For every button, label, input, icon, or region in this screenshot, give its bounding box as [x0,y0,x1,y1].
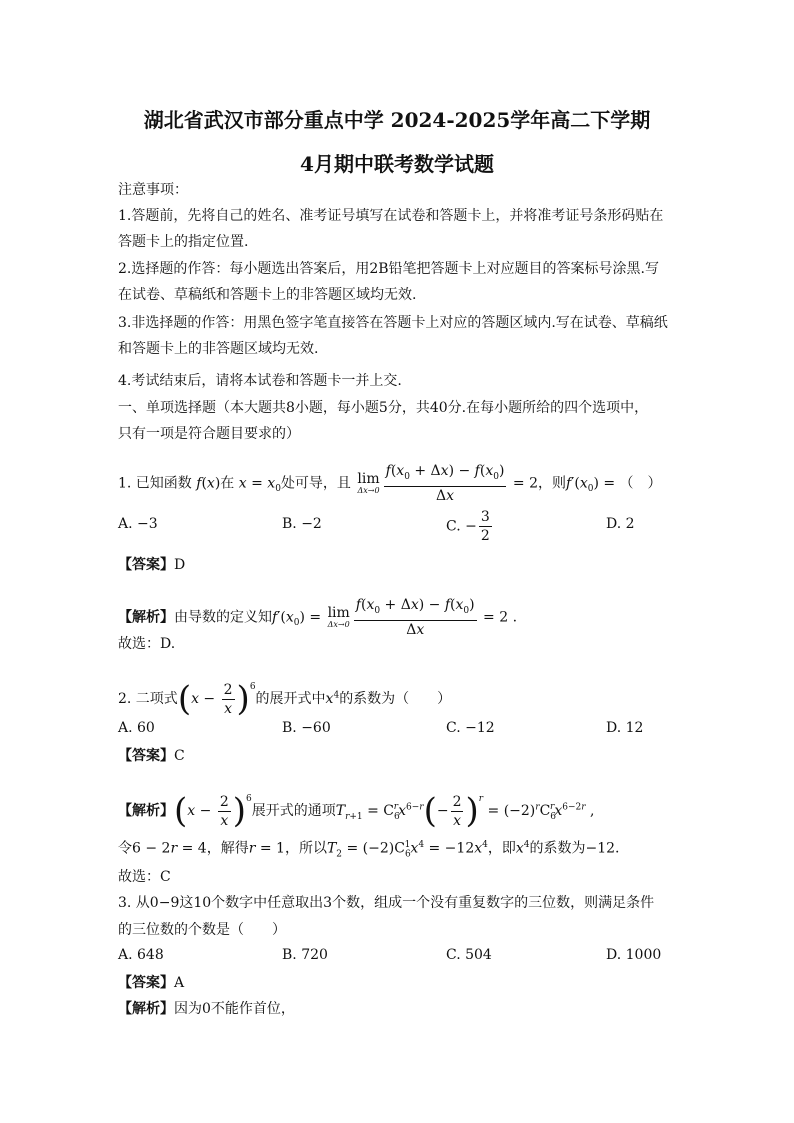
question-1-option-b: B. −2 [282,516,322,532]
question-2-option-d: D. 12 [606,720,644,736]
question-2-answer: 【答案】C [118,748,185,764]
notice-line-1: 1.答题前，先将自己的姓名、准考证号填写在试卷和答题卡上，并将准考证号条形码贴在 [118,208,664,224]
question-3-option-c: C. 504 [446,947,492,963]
notice-line-5: 3.非选择题的作答：用黑色签字笔直接答在答题卡上对应的答题区域内.写在试卷、草稿纸 [118,315,668,331]
question-1-conclusion: 故选：D. [118,636,176,652]
question-1-answer: 【答案】D [118,557,186,573]
question-2-option-a: A. 60 [118,720,155,736]
question-1-analysis: 【解析】由导数的定义知$f'(x_0)$ = lim Δx→0 $\frac{f(x_0 + \Delta x) - f(x_0)}{\Delta x}$ = 2 . [118,597,518,638]
question-2-analysis: 【解析】(x − $\frac{2}{x}$ )$^6$展开式的通项$T_{r+1} = C_6^rx^{6-r}(-$ $\frac{2}{x}$ )$^r = (-2)^rC_6^rx^{6-2r}$ , [118,791,595,831]
notice-line-4: 在试卷、草稿纸和答题卡上的非答题区域均无效. [118,287,417,303]
notice-heading: 注意事项： [118,182,188,198]
question-3-answer: 【答案】A [118,975,185,991]
exam-title-line2: 4月期中联考数学试题 [300,152,494,176]
question-3-stem-line2: 的三位数的个数是（ ） [118,922,286,938]
question-2-conclusion: 故选：C [118,869,171,885]
notice-line-3: 2.选择题的作答：每小题选出答案后，用2B铅笔把答题卡上对应题目的答案标号涂黑.写 [118,261,660,277]
question-1-option-d: D. 2 [606,516,635,532]
question-3-analysis: 【解析】因为0不能作首位， [118,1001,295,1017]
notice-line-7: 4.考试结束后，请将本试卷和答题卡一并上交. [118,373,402,389]
question-3-option-a: A. 648 [118,947,164,963]
question-3-stem-line1: 3. 从0−9这10个数字中任意取出3个数，组成一个没有重复数字的三位数，则满足条件 [118,895,655,911]
notice-line-6: 和答题卡上的非答题区域均无效. [118,341,319,357]
question-2-option-b: B. −60 [282,720,331,736]
section-heading-line2: 只有一项是符合题目要求的） [118,426,300,442]
question-1-stem: 1. 已知函数 f(x)在 $x = x_0$处可导，且 lim Δx→0 $\frac{f(x_0 + \Delta x) - f(x_0)}{\Delta x}$ = 2，则$f'(x_0)$ = （ ） [118,463,662,504]
notice-line-2: 答题卡上的指定位置. [118,234,249,250]
question-2-option-c: C. −12 [446,720,495,736]
section-heading-line1: 一、单项选择题（本大题共8小题，每小题5分，共40分.在每小题所给的四个选项中， [118,400,649,416]
question-1-option-c: C. − $\frac{3}{2}$ [446,509,490,544]
question-1-option-a: A. −3 [118,516,158,532]
exam-title-line1: 湖北省武汉市部分重点中学 2024-2025学年高二下学期 [143,108,651,132]
question-2-step: 令6 − 2r = 4，解得r = 1，所以$T_2 = (-2)C_6^1x^4 = -12x^4$，即$x^4$的系数为−12. [118,840,620,860]
question-3-option-b: B. 720 [282,947,328,963]
question-3-option-d: D. 1000 [606,947,662,963]
question-2-stem: 2. 二项式(x − $\frac{2}{x}$ )$^6$的展开式中$x^4$的系数为（ ） [118,679,452,719]
